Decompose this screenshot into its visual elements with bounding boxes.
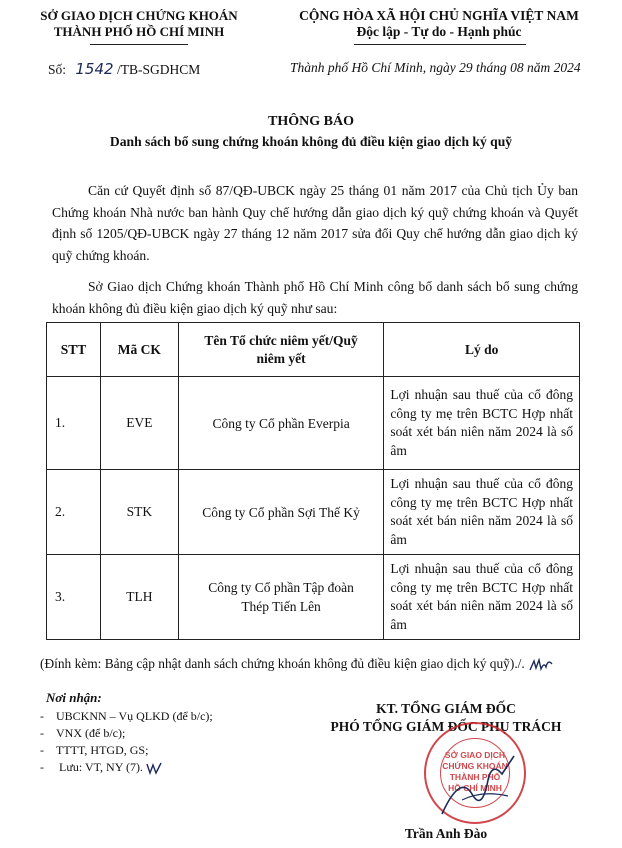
header-ma-ck: Mã CK [100, 323, 178, 377]
seal-line-3: THÀNH PHỐ [449, 772, 501, 782]
cell-ly-do: Lợi nhuận sau thuế của cổ đông công ty mẹ trên BCTC Hợp nhất soát xét bán niên năm 2024 là số âm [384, 555, 580, 640]
handwritten-signature-icon [432, 744, 522, 824]
table-row [47, 470, 580, 555]
number-prefix: Số: [48, 62, 67, 77]
table-row [47, 377, 580, 470]
paragraph-legal-basis: Căn cứ Quyết định số 87/QĐ-UBCK ngày 25 tháng 01 năm 2017 của Chủ tịch Ủy ban Chứng khoán Nhà nước ban hành Quy chế hướng dẫn giao dịch ký quỹ chứng khoán và Quyết định số 1205/QĐ-UBCK ngày 27 tháng 12 năm 2017 sửa đổi Quy chế hướng dẫn giao dịch ký quỹ chứng khoán. [52, 183, 578, 263]
cell-ma-ck: TLH [100, 555, 178, 640]
list-item [40, 759, 286, 776]
national-motto [266, 8, 612, 40]
issuer-line-2: THÀNH PHỐ HỒ CHÍ MINH [53, 24, 225, 39]
cell-stt: 2. [47, 470, 101, 555]
initials-mark-icon [146, 761, 164, 775]
list-item: - VNX (để b/c); [40, 725, 286, 742]
cell-stt: 3. [47, 555, 101, 640]
header-ten-to-chuc: Tên Tổ chức niêm yết/Quỹ niêm yết [178, 323, 384, 377]
attachment-note [40, 656, 620, 674]
cell-ten-to-chuc: Công ty Cổ phần Sợi Thế Kỷ [178, 470, 384, 555]
seal-line-4: HỒ CHÍ MINH [448, 783, 502, 793]
cell-ten-to-chuc: Công ty Cổ phần Everpia [178, 377, 384, 470]
paragraph-announcement: Sở Giao dịch Chứng khoán Thành phố Hồ Chí Minh công bố danh sách bổ sung chứng khoán không đủ điều kiện giao dịch ký quỹ như sau: [52, 279, 578, 316]
table-row [47, 555, 580, 640]
cell-ma-ck: EVE [100, 377, 178, 470]
list-item: - TTTT, HTGD, GS; [40, 742, 286, 759]
signatory-title-line-2: PHÓ TỔNG GIÁM ĐỐC PHỤ TRÁCH [330, 719, 562, 734]
recipients-block [46, 690, 286, 776]
notice-title: THÔNG BÁO [268, 114, 354, 129]
motto-underline [354, 44, 526, 45]
place-date: Thành phố Hồ Chí Minh, ngày 29 tháng 08 năm 2024 [290, 60, 581, 75]
issuer-line-1: SỞ GIAO DỊCH CHỨNG KHOÁN [40, 8, 238, 23]
cell-ma-ck: STK [100, 470, 178, 555]
issuer-underline [90, 44, 188, 45]
document-number [48, 60, 200, 78]
header-stt: STT [47, 323, 101, 377]
cell-ly-do: Lợi nhuận sau thuế của cổ đông công ty mẹ trên BCTC Hợp nhất soát xét bán niên năm 2024 là số âm [384, 377, 580, 470]
securities-table [46, 322, 580, 640]
recipient-archive: Lưu: VT, NY (7). [59, 760, 143, 774]
issuer-name [14, 8, 264, 40]
header-ly-do: Lý do [384, 323, 580, 377]
cell-ly-do: Lợi nhuận sau thuế của cổ đông công ty mẹ trên BCTC Hợp nhất soát xét bán niên năm 2024 là số âm [384, 470, 580, 555]
cell-stt: 1. [47, 377, 101, 470]
nation-line-1: CỘNG HÒA XÃ HỘI CHỦ NGHĨA VIỆT NAM [299, 8, 579, 23]
seal-line-1: SỞ GIAO DỊCH [444, 750, 506, 760]
recipients-heading: Nơi nhận: [46, 690, 102, 705]
cell-ten-to-chuc: Công ty Cổ phần Tập đoàn Thép Tiến Lên [178, 555, 384, 640]
notice-subtitle: Danh sách bổ sung chứng khoán không đủ điều kiện giao dịch ký quỹ [109, 134, 513, 149]
recipients-list [40, 708, 286, 776]
number-suffix: /TB-SGDHCM [116, 62, 201, 77]
seal-line-2: CHỨNG KHOÁN [442, 761, 508, 771]
nation-line-2: Độc lập - Tự do - Hạnh phúc [356, 24, 522, 39]
signatory-name: Trần Anh Đào [404, 826, 488, 841]
number-handwritten: 1542 [75, 60, 114, 78]
table-header-row [47, 323, 580, 377]
attachment-text: (Đính kèm: Bảng cập nhật danh sách chứng khoán không đủ điều kiện giao dịch ký quỹ)./. [40, 656, 525, 672]
signatory-title-line-1: KT. TỔNG GIÁM ĐỐC [376, 701, 516, 716]
initials-signature-icon [528, 656, 554, 674]
list-item: - UBCKNN – Vụ QLKD (để b/c); [40, 708, 286, 725]
